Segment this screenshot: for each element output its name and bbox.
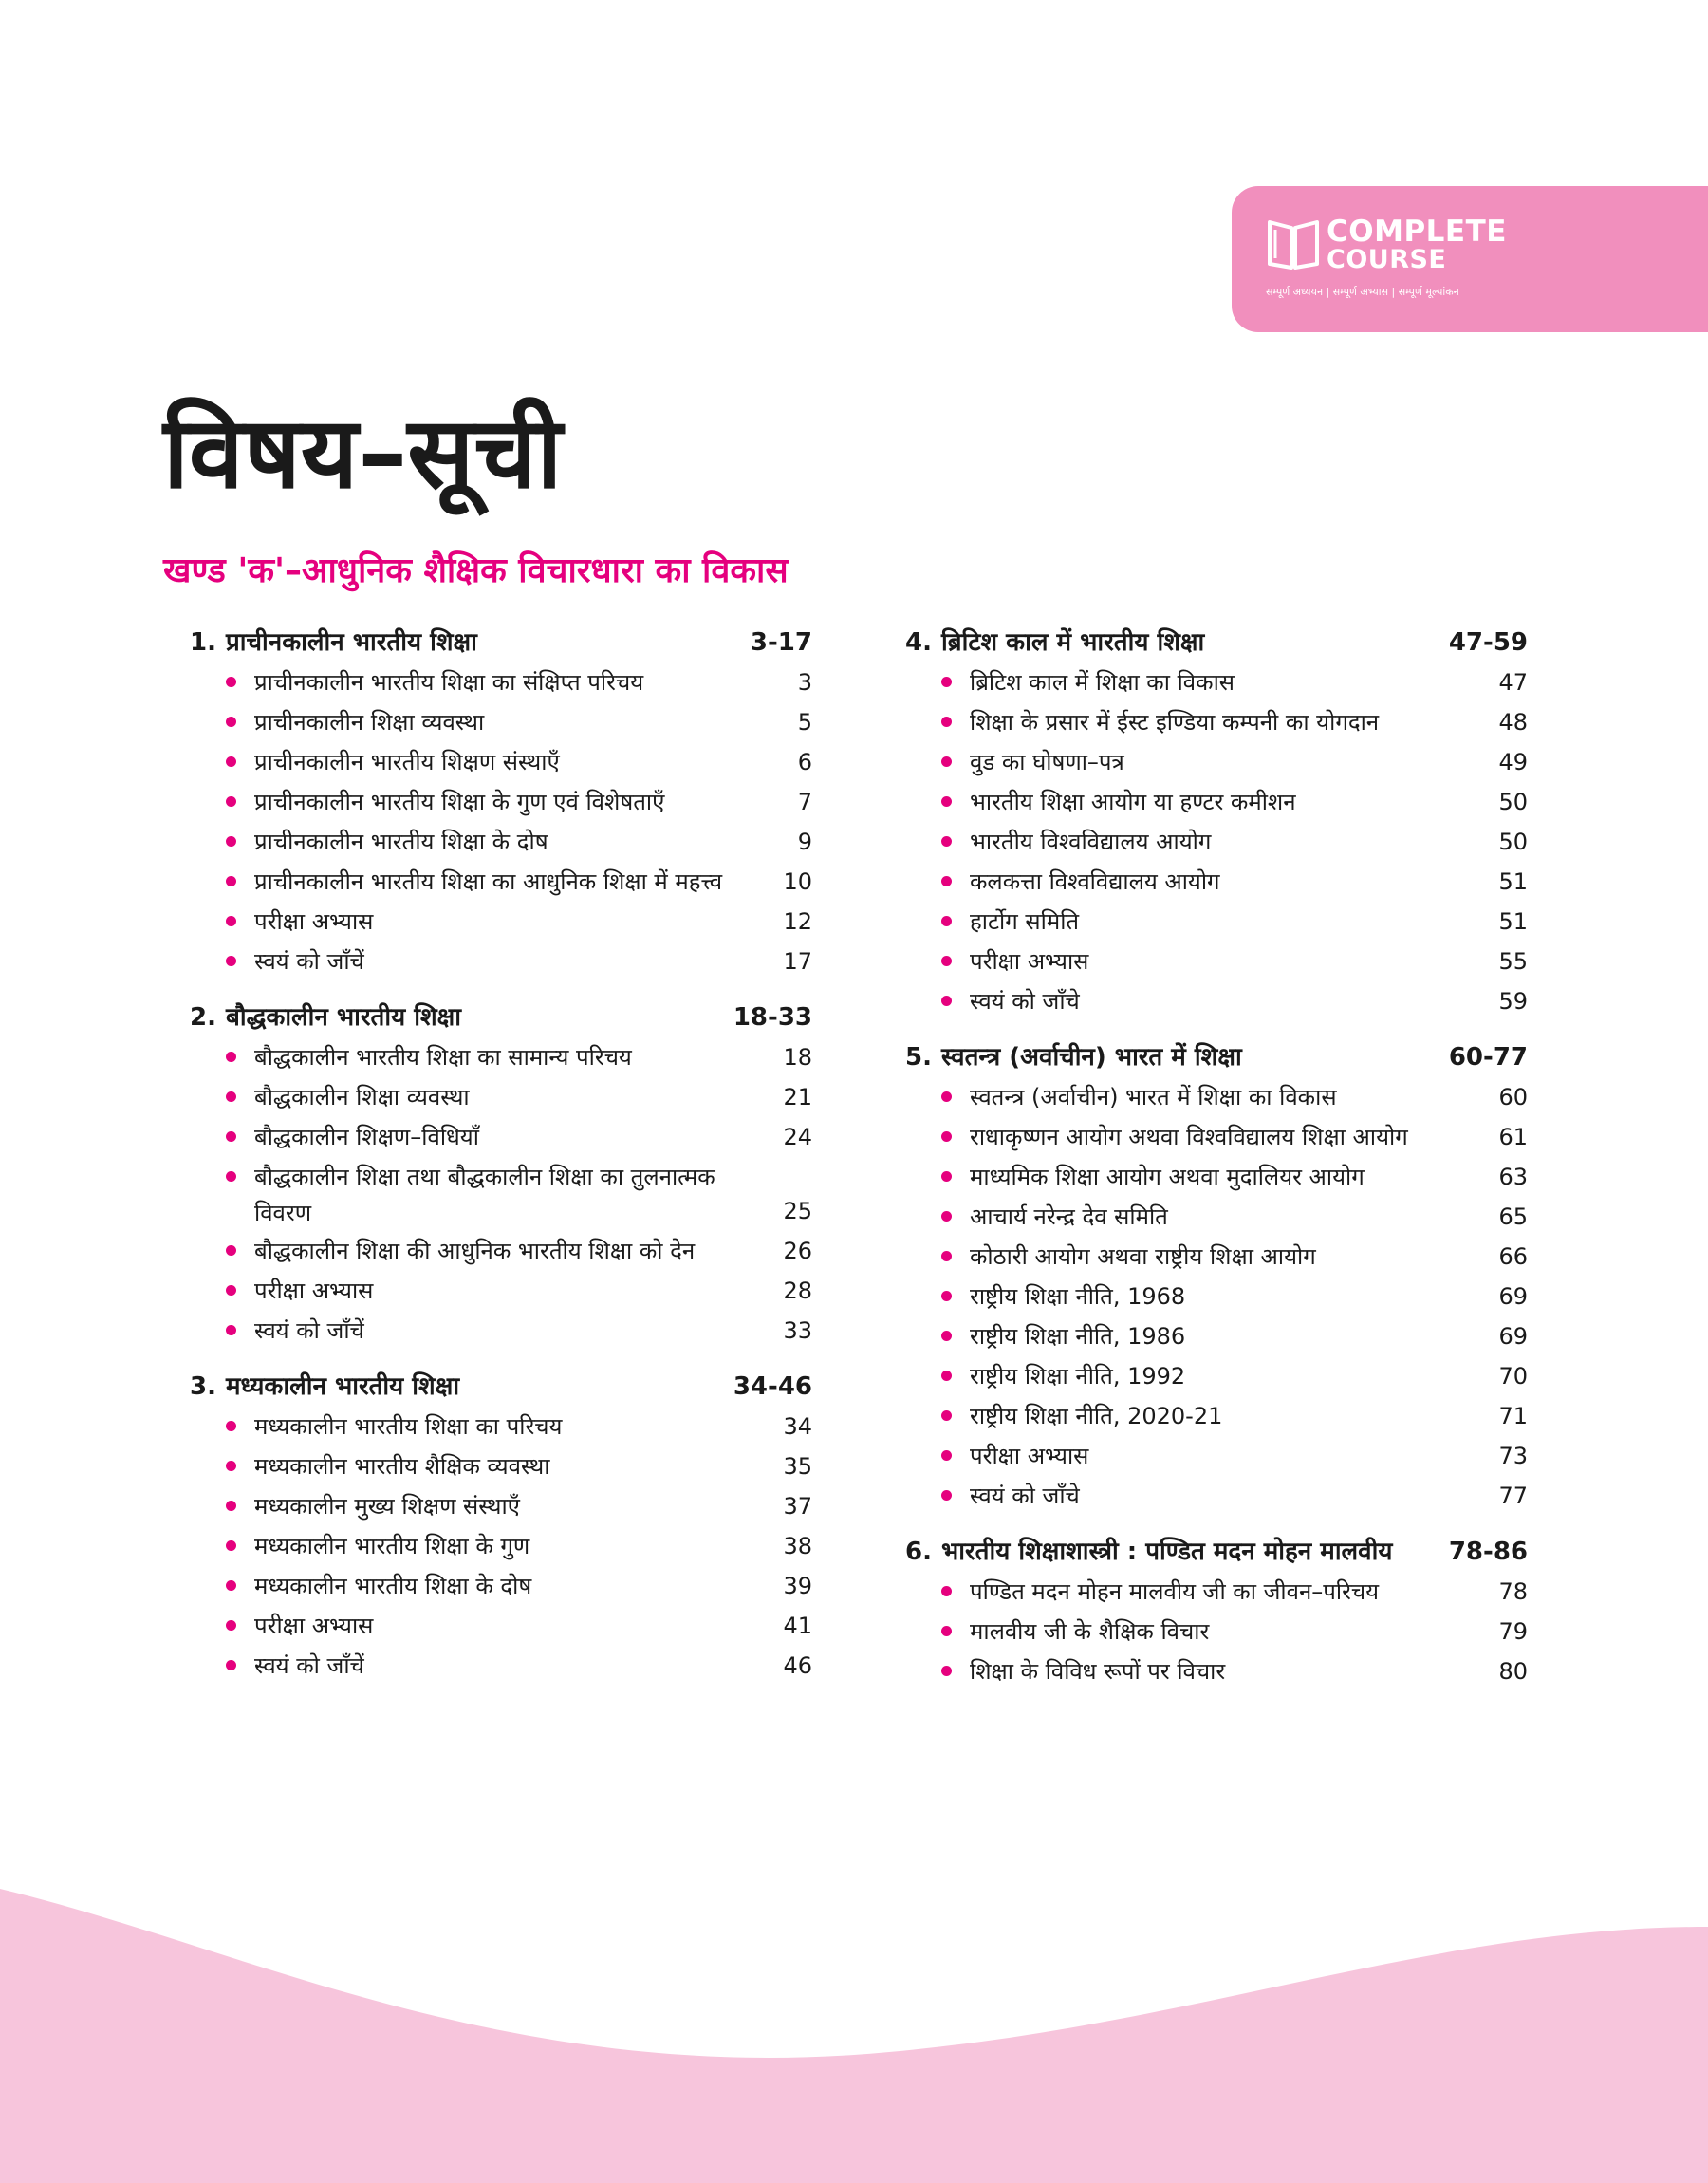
topic-title: बौद्धकालीन शिक्षा की आधुनिक भारतीय शिक्षा को देन bbox=[254, 1238, 696, 1264]
bullet-dot-icon bbox=[226, 1285, 236, 1296]
section-heading: खण्ड 'क'–आधुनिक शैक्षिक विचारधारा का विकास bbox=[163, 551, 789, 590]
toc-chapter bbox=[190, 998, 812, 1351]
topic-row[interactable] bbox=[905, 1356, 1528, 1396]
topic-row[interactable] bbox=[905, 1077, 1528, 1117]
topic-row[interactable] bbox=[905, 1436, 1528, 1476]
bullet-dot-icon bbox=[941, 1410, 952, 1421]
chapter-page-range: 34-46 bbox=[733, 1372, 812, 1401]
topic-title: परीक्षा अभ्यास bbox=[254, 1613, 374, 1639]
chapter-title: ब्रिटिश काल में भारतीय शिक्षा bbox=[941, 628, 1205, 657]
topic-title: परीक्षा अभ्यास bbox=[970, 948, 1089, 975]
topic-page-number: 60 bbox=[1498, 1084, 1528, 1110]
bullet-dot-icon bbox=[226, 836, 236, 847]
bullet-dot-icon bbox=[941, 1666, 952, 1676]
topic-row[interactable] bbox=[905, 902, 1528, 942]
topic-page-number: 3 bbox=[797, 669, 812, 696]
topic-row[interactable] bbox=[905, 1316, 1528, 1356]
topic-title: शिक्षा के विविध रूपों पर विचार bbox=[970, 1658, 1226, 1685]
bullet-dot-icon bbox=[226, 756, 236, 767]
topic-row[interactable] bbox=[190, 1077, 812, 1117]
topic-title: बौद्धकालीन शिक्षा तथा बौद्धकालीन शिक्षा का तुलनात्मक विवरण bbox=[254, 1164, 715, 1226]
topic-page-number: 80 bbox=[1498, 1658, 1528, 1685]
topic-title: परीक्षा अभ्यास bbox=[254, 1278, 374, 1304]
toc-right-column bbox=[905, 623, 1528, 1707]
topic-title: मध्यकालीन मुख्य शिक्षण संस्थाएँ bbox=[254, 1493, 520, 1520]
topic-page-number: 71 bbox=[1498, 1403, 1528, 1429]
topic-row[interactable] bbox=[190, 742, 812, 782]
topic-page-number: 39 bbox=[783, 1573, 812, 1599]
topic-row[interactable] bbox=[190, 862, 812, 902]
bullet-dot-icon bbox=[941, 1211, 952, 1222]
bullet-dot-icon bbox=[226, 956, 236, 966]
chapter-number: 1. bbox=[190, 628, 216, 657]
topic-title: माध्यमिक शिक्षा आयोग अथवा मुदालियर आयोग bbox=[970, 1164, 1365, 1190]
topic-title: मध्यकालीन भारतीय शिक्षा के गुण bbox=[254, 1533, 530, 1559]
bullet-dot-icon bbox=[941, 1371, 952, 1381]
bullet-dot-icon bbox=[941, 1331, 952, 1341]
chapter-number: 4. bbox=[905, 628, 932, 657]
topic-title: प्राचीनकालीन भारतीय शिक्षा के दोष bbox=[254, 829, 548, 855]
bullet-dot-icon bbox=[941, 756, 952, 767]
topic-row[interactable] bbox=[905, 822, 1528, 862]
topic-title: बौद्धकालीन भारतीय शिक्षा का सामान्य परिचय bbox=[254, 1044, 632, 1071]
topic-row[interactable] bbox=[190, 1117, 812, 1157]
chapter-page-range: 47-59 bbox=[1448, 628, 1528, 657]
topic-page-number: 6 bbox=[797, 749, 812, 775]
topic-row[interactable] bbox=[190, 1646, 812, 1686]
chapter-page-range: 60-77 bbox=[1448, 1043, 1528, 1072]
bullet-dot-icon bbox=[226, 1501, 236, 1511]
topic-title: बौद्धकालीन शिक्षा व्यवस्था bbox=[254, 1084, 470, 1110]
chapter-heading-row[interactable] bbox=[190, 1367, 812, 1407]
topic-page-number: 65 bbox=[1498, 1203, 1528, 1230]
topic-row[interactable] bbox=[905, 662, 1528, 702]
topic-page-number: 73 bbox=[1498, 1443, 1528, 1469]
bullet-dot-icon bbox=[226, 1580, 236, 1591]
chapter-heading-row[interactable] bbox=[905, 1037, 1528, 1077]
topic-page-number: 41 bbox=[783, 1613, 812, 1639]
topic-row[interactable] bbox=[905, 1197, 1528, 1237]
topic-title: प्राचीनकालीन भारतीय शिक्षण संस्थाएँ bbox=[254, 749, 560, 775]
topic-row[interactable] bbox=[190, 1037, 812, 1077]
bullet-dot-icon bbox=[226, 1245, 236, 1256]
topic-title: शिक्षा के प्रसार में ईस्ट इण्डिया कम्पनी का योगदान bbox=[970, 709, 1380, 736]
topic-page-number: 21 bbox=[783, 1084, 812, 1110]
topic-row[interactable] bbox=[905, 702, 1528, 742]
topic-title: मालवीय जी के शैक्षिक विचार bbox=[970, 1618, 1210, 1645]
topic-page-number: 38 bbox=[783, 1533, 812, 1559]
topic-page-number: 7 bbox=[797, 789, 812, 815]
bullet-dot-icon bbox=[941, 996, 952, 1006]
bullet-dot-icon bbox=[226, 677, 236, 687]
bullet-dot-icon bbox=[226, 1620, 236, 1631]
bullet-dot-icon bbox=[226, 1092, 236, 1102]
topic-row[interactable] bbox=[190, 1311, 812, 1351]
topic-page-number: 79 bbox=[1498, 1618, 1528, 1645]
topic-title: आचार्य नरेन्द्र देव समिति bbox=[970, 1203, 1168, 1230]
topic-page-number: 50 bbox=[1498, 829, 1528, 855]
topic-title: राष्ट्रीय शिक्षा नीति, 1968 bbox=[970, 1283, 1186, 1310]
topic-row[interactable] bbox=[190, 702, 812, 742]
topic-title: राधाकृष्णन आयोग अथवा विश्वविद्यालय शिक्षा आयोग bbox=[970, 1124, 1408, 1150]
bullet-dot-icon bbox=[226, 1660, 236, 1670]
topic-page-number: 24 bbox=[783, 1124, 812, 1150]
topic-title: स्वयं को जाँचे bbox=[970, 988, 1080, 1015]
brand-logo-tab bbox=[1232, 186, 1708, 332]
bullet-dot-icon bbox=[941, 1092, 952, 1102]
toc-chapter bbox=[190, 1367, 812, 1686]
bullet-dot-icon bbox=[941, 1251, 952, 1261]
toc-chapter bbox=[905, 623, 1528, 1021]
topic-title: वुड का घोषणा–पत्र bbox=[970, 749, 1124, 775]
chapter-page-range: 78-86 bbox=[1448, 1538, 1528, 1566]
topic-title: बौद्धकालीन शिक्षण–विधियाँ bbox=[254, 1124, 479, 1150]
bullet-dot-icon bbox=[941, 717, 952, 727]
topic-row[interactable] bbox=[905, 1157, 1528, 1197]
topic-page-number: 47 bbox=[1498, 669, 1528, 696]
chapter-page-range: 3-17 bbox=[750, 628, 812, 657]
topic-page-number: 59 bbox=[1498, 988, 1528, 1015]
bullet-dot-icon bbox=[941, 956, 952, 966]
topic-page-number: 51 bbox=[1498, 908, 1528, 935]
bullet-dot-icon bbox=[226, 1421, 236, 1431]
topic-row[interactable] bbox=[905, 862, 1528, 902]
topic-page-number: 28 bbox=[783, 1278, 812, 1304]
bullet-dot-icon bbox=[941, 677, 952, 687]
bullet-dot-icon bbox=[941, 1586, 952, 1596]
topic-title: परीक्षा अभ्यास bbox=[254, 908, 374, 935]
topic-title: कोठारी आयोग अथवा राष्ट्रीय शिक्षा आयोग bbox=[970, 1243, 1316, 1270]
bullet-dot-icon bbox=[226, 1540, 236, 1551]
chapter-number: 2. bbox=[190, 1003, 216, 1032]
topic-row[interactable] bbox=[905, 1651, 1528, 1691]
topic-row[interactable] bbox=[190, 1486, 812, 1526]
topic-page-number: 17 bbox=[783, 948, 812, 975]
topic-title: भारतीय विश्वविद्यालय आयोग bbox=[970, 829, 1212, 855]
topic-title: मध्यकालीन भारतीय शिक्षा का परिचय bbox=[254, 1413, 563, 1440]
topic-row[interactable] bbox=[190, 822, 812, 862]
bullet-dot-icon bbox=[941, 836, 952, 847]
chapter-heading-row[interactable] bbox=[190, 623, 812, 662]
topic-title: प्राचीनकालीन भारतीय शिक्षा का संक्षिप्त परिचय bbox=[254, 669, 644, 696]
topic-title: पण्डित मदन मोहन मालवीय जी का जीवन–परिचय bbox=[970, 1578, 1380, 1605]
page-title: विषय–सूची bbox=[163, 395, 563, 511]
topic-row[interactable] bbox=[190, 1271, 812, 1311]
topic-row[interactable] bbox=[190, 662, 812, 702]
topic-page-number: 49 bbox=[1498, 749, 1528, 775]
topic-row[interactable] bbox=[905, 981, 1528, 1021]
topic-title: प्राचीनकालीन भारतीय शिक्षा के गुण एवं विशेषताएँ bbox=[254, 789, 665, 815]
chapter-page-range: 18-33 bbox=[733, 1003, 812, 1032]
topic-title: कलकत्ता विश्वविद्यालय आयोग bbox=[970, 868, 1220, 895]
bullet-dot-icon bbox=[941, 1291, 952, 1301]
topic-page-number: 25 bbox=[783, 1198, 812, 1224]
logo-text-course: COURSE bbox=[1327, 245, 1447, 274]
bullet-dot-icon bbox=[226, 1171, 236, 1182]
topic-row[interactable] bbox=[190, 1446, 812, 1486]
bullet-dot-icon bbox=[941, 1490, 952, 1501]
chapter-heading-row[interactable] bbox=[905, 623, 1528, 662]
topic-row[interactable] bbox=[905, 1396, 1528, 1436]
topic-row[interactable] bbox=[905, 1277, 1528, 1316]
topic-title: परीक्षा अभ्यास bbox=[970, 1443, 1089, 1469]
topic-page-number: 70 bbox=[1498, 1363, 1528, 1390]
topic-title: स्वयं को जाँचे bbox=[970, 1483, 1080, 1509]
bullet-dot-icon bbox=[941, 876, 952, 886]
topic-row[interactable] bbox=[190, 1526, 812, 1566]
topic-title: भारतीय शिक्षा आयोग या हण्टर कमीशन bbox=[970, 789, 1296, 815]
chapter-number: 6. bbox=[905, 1538, 932, 1566]
topic-row[interactable] bbox=[190, 1566, 812, 1606]
bullet-dot-icon bbox=[226, 1052, 236, 1062]
chapter-heading-row[interactable] bbox=[190, 998, 812, 1037]
topic-row[interactable] bbox=[190, 1606, 812, 1646]
topic-page-number: 5 bbox=[797, 709, 812, 736]
topic-row[interactable] bbox=[190, 1157, 812, 1231]
chapter-heading-row[interactable] bbox=[905, 1532, 1528, 1572]
bullet-dot-icon bbox=[226, 717, 236, 727]
topic-title: मध्यकालीन भारतीय शिक्षा के दोष bbox=[254, 1573, 532, 1599]
topic-title: स्वतन्त्र (अर्वाचीन) भारत में शिक्षा का विकास bbox=[970, 1084, 1337, 1110]
bullet-dot-icon bbox=[941, 1450, 952, 1461]
topic-page-number: 46 bbox=[783, 1652, 812, 1679]
topic-row[interactable] bbox=[905, 942, 1528, 981]
topic-title: मध्यकालीन भारतीय शैक्षिक व्यवस्था bbox=[254, 1453, 550, 1480]
chapter-title: भारतीय शिक्षाशास्त्री : पण्डित मदन मोहन मालवीय bbox=[941, 1538, 1393, 1566]
topic-page-number: 78 bbox=[1498, 1578, 1528, 1605]
bullet-dot-icon bbox=[941, 1131, 952, 1142]
open-book-icon bbox=[1266, 216, 1321, 270]
topic-page-number: 48 bbox=[1498, 709, 1528, 736]
topic-page-number: 9 bbox=[797, 829, 812, 855]
topic-title: राष्ट्रीय शिक्षा नीति, 1986 bbox=[970, 1323, 1186, 1350]
topic-row[interactable] bbox=[905, 1572, 1528, 1612]
topic-page-number: 10 bbox=[783, 868, 812, 895]
topic-page-number: 55 bbox=[1498, 948, 1528, 975]
topic-page-number: 61 bbox=[1498, 1124, 1528, 1150]
topic-row[interactable] bbox=[905, 1117, 1528, 1157]
topic-title: प्राचीनकालीन भारतीय शिक्षा का आधुनिक शिक्षा में महत्त्व bbox=[254, 868, 723, 895]
logo-tagline: सम्पूर्ण अध्ययन | सम्पूर्ण अभ्यास | सम्पूर्ण मूल्यांकन bbox=[1266, 286, 1459, 298]
topic-page-number: 34 bbox=[783, 1413, 812, 1440]
topic-row[interactable] bbox=[190, 782, 812, 822]
toc-left-column bbox=[190, 623, 812, 1702]
topic-row[interactable] bbox=[190, 902, 812, 942]
topic-page-number: 18 bbox=[783, 1044, 812, 1071]
chapter-title: मध्यकालीन भारतीय शिक्षा bbox=[226, 1372, 460, 1401]
chapter-title: बौद्धकालीन भारतीय शिक्षा bbox=[226, 1003, 462, 1032]
topic-row[interactable] bbox=[905, 742, 1528, 782]
topic-page-number: 12 bbox=[783, 908, 812, 935]
topic-title: राष्ट्रीय शिक्षा नीति, 1992 bbox=[970, 1363, 1186, 1390]
topic-title: राष्ट्रीय शिक्षा नीति, 2020-21 bbox=[970, 1403, 1223, 1429]
bullet-dot-icon bbox=[226, 1325, 236, 1335]
topic-row[interactable] bbox=[905, 1612, 1528, 1651]
topic-page-number: 50 bbox=[1498, 789, 1528, 815]
topic-page-number: 77 bbox=[1498, 1483, 1528, 1509]
topic-row[interactable] bbox=[190, 942, 812, 981]
bullet-dot-icon bbox=[226, 916, 236, 926]
topic-row[interactable] bbox=[905, 1476, 1528, 1516]
topic-page-number: 69 bbox=[1498, 1283, 1528, 1310]
chapter-title: प्राचीनकालीन भारतीय शिक्षा bbox=[226, 628, 477, 657]
topic-page-number: 63 bbox=[1498, 1164, 1528, 1190]
topic-title: हार्टोग समिति bbox=[970, 908, 1080, 935]
topic-page-number: 35 bbox=[783, 1453, 812, 1480]
bullet-dot-icon bbox=[226, 876, 236, 886]
chapter-number: 5. bbox=[905, 1043, 932, 1072]
topic-page-number: 37 bbox=[783, 1493, 812, 1520]
topic-title: स्वयं को जाँचें bbox=[254, 1317, 364, 1344]
toc-chapter bbox=[905, 1532, 1528, 1691]
topic-title: स्वयं को जाँचें bbox=[254, 1652, 364, 1679]
bullet-dot-icon bbox=[941, 916, 952, 926]
topic-page-number: 69 bbox=[1498, 1323, 1528, 1350]
decorative-wave bbox=[0, 1889, 1708, 2183]
topic-title: ब्रिटिश काल में शिक्षा का विकास bbox=[970, 669, 1235, 696]
topic-page-number: 66 bbox=[1498, 1243, 1528, 1270]
bullet-dot-icon bbox=[226, 1461, 236, 1471]
topic-title: स्वयं को जाँचें bbox=[254, 948, 364, 975]
topic-row[interactable] bbox=[905, 782, 1528, 822]
bullet-dot-icon bbox=[941, 1171, 952, 1182]
bullet-dot-icon bbox=[941, 796, 952, 807]
toc-chapter bbox=[190, 623, 812, 981]
logo-text-complete: COMPLETE bbox=[1327, 215, 1507, 249]
topic-row[interactable] bbox=[190, 1231, 812, 1271]
toc-chapter bbox=[905, 1037, 1528, 1516]
topic-page-number: 51 bbox=[1498, 868, 1528, 895]
topic-row[interactable] bbox=[905, 1237, 1528, 1277]
bullet-dot-icon bbox=[226, 1131, 236, 1142]
topic-row[interactable] bbox=[190, 1407, 812, 1446]
topic-page-number: 33 bbox=[783, 1317, 812, 1344]
chapter-number: 3. bbox=[190, 1372, 216, 1401]
topic-page-number: 26 bbox=[783, 1238, 812, 1264]
topic-title: प्राचीनकालीन शिक्षा व्यवस्था bbox=[254, 709, 485, 736]
bullet-dot-icon bbox=[941, 1626, 952, 1636]
chapter-title: स्वतन्त्र (अर्वाचीन) भारत में शिक्षा bbox=[941, 1043, 1242, 1072]
bullet-dot-icon bbox=[226, 796, 236, 807]
